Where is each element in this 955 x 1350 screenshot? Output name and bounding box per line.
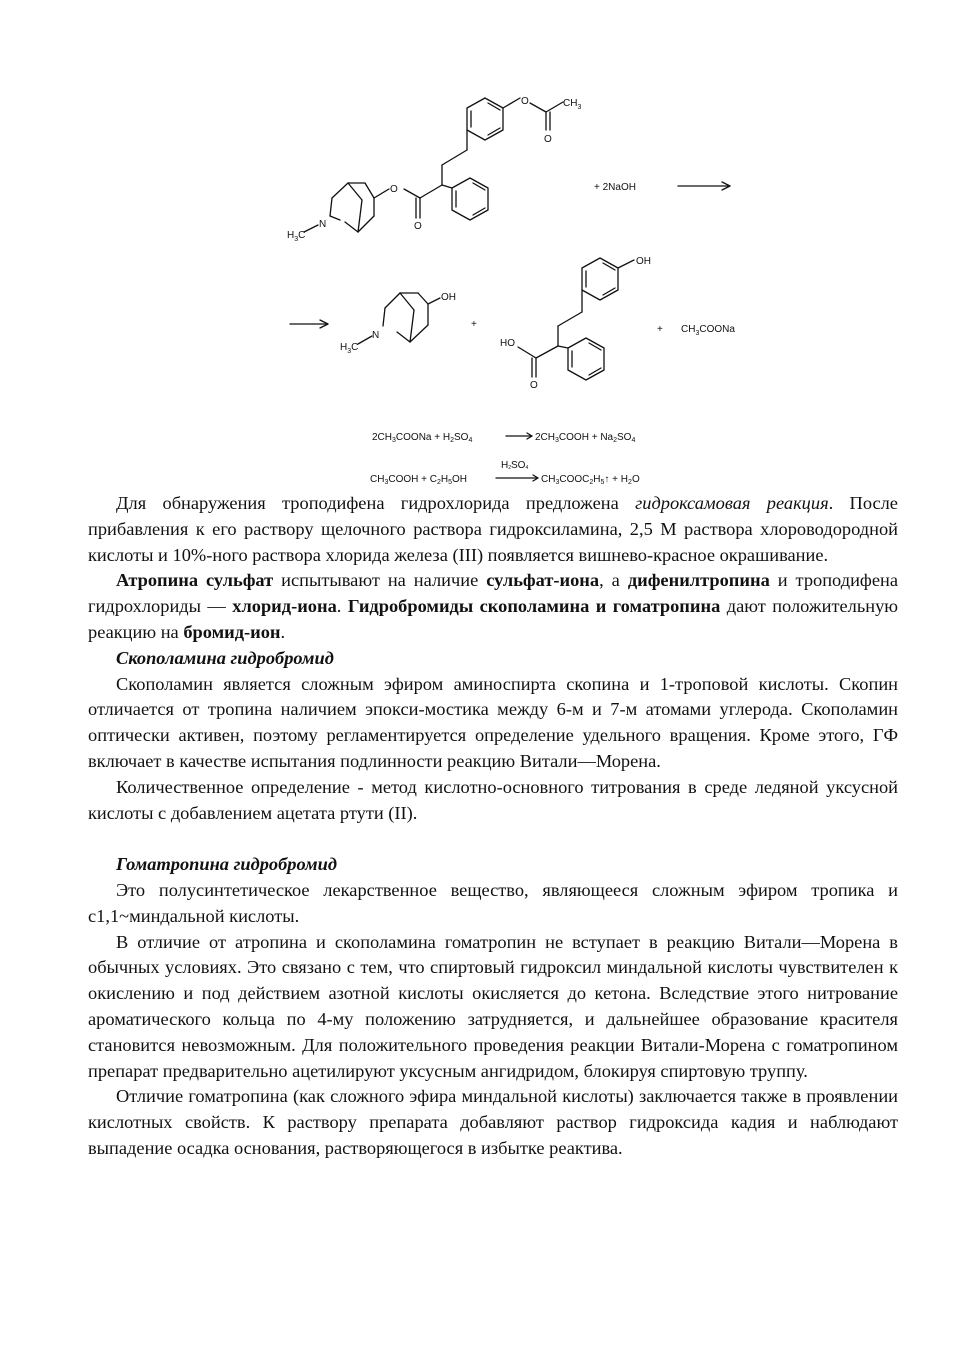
reagent-naoh-label: + 2NaOH [594,182,636,193]
p2-bold-c: сульфат-иона [486,570,600,591]
p2-text-h: . [336,596,348,617]
reactant-acetyl-carbonyl-o-label: O [544,134,552,145]
reactant-ch2-linker [442,130,467,185]
acid-carbonyl-o-label: O [530,380,538,391]
sodium-acetate-label: $CH_3COONa$ [681,324,735,337]
p1-italic-term: гидроксамовая реакция [635,493,829,513]
p2-bold-e: дифенилтропина [627,570,770,591]
equation2-left: $CH_3COOH + C_2H_5OH$ [370,474,468,486]
equation1-arrow [506,433,532,439]
p2-text-j: дают положительную реакцию на [88,596,898,642]
plus-sign-1: + [471,319,477,330]
paragraph-hydroxamic [88,491,898,568]
acid-phenyl-ring [558,338,604,380]
equation1-right: $2CH_3COOH + Na_2SO_4$ [535,432,636,444]
p2-bold-i: Гидробромиды скополамина и гоматропина [347,596,721,617]
p1-text-a: Для обнаружения троподифена гидрохлорида предложена [116,493,636,513]
p2-text-d: , а [599,570,628,591]
reaction-arrow-left [290,320,328,328]
tropine-bicycle [358,293,440,344]
p2-text-f: и троподифена гидрохлориды — [88,570,898,617]
reaction-arrow-top [678,182,730,190]
reactant-ester-o-label: O [390,184,398,195]
acid-ho-label: HO [500,338,515,349]
reactant-nch3-label: $H_3C$ [287,230,306,243]
tropine-n-label: N [372,330,380,341]
tropine-nch3-label: $H_3C$ [340,342,359,355]
acid-phenol-ring [582,258,634,300]
reactant-acetoxy-bonds [503,98,563,130]
section-heading-scopolamine: Скополамина гидробромид [116,647,334,668]
tropine-oh-label: OH [441,292,456,303]
paragraph-vitali-morin: В отличие от атропина и скополамина гоматропин не вступает в реакцию Витали—Морена в обычных условиях. Это связано с тем, что спиртовый гидроксил миндальной кислоты чувствителен к окислению и под действием азотной кислоты окисляется до кетона. Вследствие этого нитрование ароматического кольца по 4-му положению затрудняется, и дальнейшее образование красителя становится невозможным. Для положительного проведения реакции Витали-Морена с гоматропином препарат предварительно ацетилируют уксусным ангидридом, блокируя спиртовую труппу. [88,931,898,1081]
reactant-phenyl-ring [442,178,488,220]
paragraph-homatropine-intro: Это полусинтетическое лекарственное вещество, являющееся сложным эфиром тропика и с1,1~миндальной кислоты. [88,879,898,926]
reactant-tropane-bicycle [304,183,374,232]
p2-text-b: испытывают на наличие [273,570,487,591]
reactant-n-label: N [319,219,327,230]
paragraph-quantitative: Количественное определение - метод кислотно-основного титрования в среде ледяной уксусной кислоты с добавлением ацетата ртути (II). [88,776,898,823]
acid-phenol-oh-label: OH [636,256,651,267]
p2-bold-k: бромид-ион [183,621,281,642]
equation2-arrow [496,475,538,481]
document-body [88,491,898,1162]
reactant-ester-carbonyl-o-label: O [414,221,422,232]
paragraph-acidic-properties: Отличие гоматропина (как сложного эфира миндальной кислоты) заключается также в проявлении кислотных свойств. К раствору препарата добавляют раствор гидроксида кадия и наблюдают выпадение осадка основания, растворяющегося в избытке реактива. [88,1086,898,1158]
equation2-right: $CH_3COOC_2H_5↑ + H_2O$ [541,474,640,486]
equation2-catalyst: H2SO4 [501,460,529,471]
reaction-scheme [0,0,955,490]
reactant-acetyl-o-label: O [521,96,529,107]
section-heading-homatropine: Гоматропина гидробромид [116,854,337,875]
p2-bold-a: Атропина сульфат [116,570,274,591]
p2-bold-g: хлорид-иона [232,596,337,617]
paragraph-scopolamine: Скополамин является сложным эфиром аминоспирта скопина и 1-троповой кислоты. Скопин отличается от тропина наличием эпокси-мостика между 6-м и 7-м атомами углерода. Скополамин оптически активен, поэтому регламентируется определение удельного вращения. Кроме этого, ГФ включает в качестве испытания подлинности реакцию Витали—Морена. [88,673,898,771]
equation1-left: $2CH_3COONa + H_2SO_4$ [372,432,473,444]
paragraph-ion-tests [88,568,898,645]
plus-sign-2: + [657,324,663,335]
p2-text-l: . [280,621,286,642]
reactant-ester-bonds [374,185,442,218]
reactant-acetyl-ch3-label: $CH_3$ [563,98,582,111]
reactant-benzene-ring-top [467,98,503,140]
p1-text-c: . После прибавления к его раствору щелочного раствора гидроксиламина, 2,5 М раствора хлороводородной кислоты и 10%-ного раствора хлорида железа (III) появляется вишнево-красное окрашивание. [88,493,898,565]
